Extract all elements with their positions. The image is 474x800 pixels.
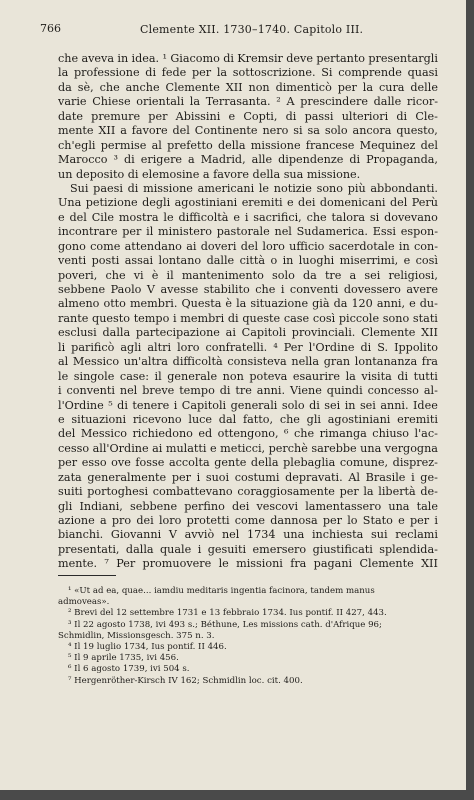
footnote: admoveas». [58, 597, 110, 608]
text-line: incontrare per il ministero pastorale nel Sudamerica. Essi espon- [58, 225, 438, 239]
body-text [58, 52, 438, 572]
running-head: Clemente XII. 1730–1740. Capitolo III. [140, 23, 364, 36]
text-line: varie Chiese orientali la Terrasanta. ² A prescindere dalle ricor- [58, 95, 438, 109]
text-line: un deposito di elemosine a favore della sua missione. [58, 167, 361, 181]
text-line: venti posti assai lontano dalle città o in luoghi miserrimi, e così [58, 254, 438, 268]
text-line: e del Cile mostra le difficoltà e i sacrifici, che talora si dovevano [58, 210, 438, 224]
footnote: ³ Il 22 agosto 1738, ivi 493 s.; Béthune, Les missions cath. d'Afrique 96; [68, 619, 382, 630]
page-header [40, 22, 430, 40]
text-line: le singole case: il generale non poteva esaurire la visita di tutti [58, 369, 438, 383]
text-line: poveri, che vi è il mantenimento solo da tre a sei religiosi, [58, 268, 438, 282]
text-line: del Messico richiedono ed ottengono, ⁶ che rimanga chiuso l'ac- [58, 427, 438, 441]
text-line: date premure per Abissini e Copti, di passi ulteriori di Cle- [58, 109, 438, 123]
text-line: esclusi dalla partecipazione ai Capitoli provinciali. Clemente XII [58, 326, 438, 340]
footnote-separator [58, 575, 116, 576]
text-line: gono come attendano ai doveri del loro ufficio sacerdotale in con- [58, 239, 438, 253]
text-line: mente. ⁷ Per promuovere le missioni fra pagani Clemente XII [58, 557, 438, 571]
text-line: e situazioni ricevono luce dal fatto, che gli agostiniani eremiti [58, 412, 438, 426]
footnote: ⁴ Il 19 luglio 1734, Ius pontif. II 446. [68, 642, 227, 653]
footnotes [58, 586, 438, 687]
text-line: ch'egli permise al prefetto della missione francese Mequinez del [58, 138, 438, 152]
text-line: cesso all'Ordine ai mulatti e meticci, perchè sarebbe una vergogna [58, 441, 438, 455]
text-line: rante questo tempo i membri di queste case così piccole sono stati [58, 311, 438, 325]
footnote: ⁵ Il 9 aprile 1735, ivi 456. [68, 653, 179, 664]
footnote: ⁷ Hergenröther-Kirsch IV 162; Schmidlin loc. cit. 400. [68, 675, 303, 686]
text-line: zata generalmente per i suoi costumi depravati. Al Brasile i ge- [58, 470, 438, 484]
text-line: da sè, che anche Clemente XII non dimenticò per la cura delle [58, 80, 438, 94]
page-number: 766 [40, 22, 61, 35]
text-line: li parificò agli altri loro confratelli. ⁴ Per l'Ordine di S. Ippolito [58, 340, 438, 354]
text-line: azione a pro dei loro protetti come dannosa per lo Stato e per i [58, 514, 438, 527]
text-line: per esso ove fosse accolta gente della plebaglia comune, disprez- [58, 456, 438, 470]
footnote: ⁶ Il 6 agosto 1739, ivi 504 s. [68, 664, 190, 675]
text-line: al Messico un'altra difficoltà consisteva nella gran lontananza fra [58, 355, 438, 369]
text-line: sebbene Paolo V avesse stabilito che i conventi dovessero avere [58, 283, 438, 296]
text-line: suiti portoghesi combattevano coraggiosamente per la libertà de- [58, 485, 438, 499]
text-line: l'Ordine ⁵ di tenere i Capitoli generali solo di sei in sei anni. Idee [58, 398, 438, 412]
text-line: mente XII a favore del Continente nero si sa solo ancora questo, [58, 124, 438, 138]
text-line: gli Indiani, sebbene perfino dei vescovi lamentassero una tale [58, 499, 438, 513]
text-line: almeno otto membri. Questa è la situazione già da 120 anni, e du- [58, 297, 438, 311]
text-line: Sui paesi di missione americani le notizie sono più abbondanti. [70, 181, 438, 195]
text-line: i conventi nel breve tempo di tre anni. Viene quindi concesso al- [58, 384, 438, 398]
text-line: Marocco ³ di erigere a Madrid, alle dipendenze di Propaganda, [58, 153, 438, 167]
text-line: che aveva in idea. ¹ Giacomo di Kremsir deve pertanto presentargli [58, 52, 438, 65]
footnote: ² Brevi del 12 settembre 1731 e 13 febbraio 1734. Ius pontif. II 427, 443. [68, 608, 387, 619]
text-line: la professione di fede per la sottoscrizione. Si comprende quasi [58, 66, 438, 80]
text-line: Una petizione degli agostiniani eremiti e dei domenicani del Perù [58, 196, 438, 210]
text-line: bianchi. Giovanni V avviò nel 1734 una inchiesta sui reclami [58, 528, 438, 542]
footnote: Schmidlin, Missionsgesch. 375 n. 3. [58, 630, 215, 641]
text-line: presentati, dalla quale i gesuiti emersero giustificati splendida- [58, 542, 438, 556]
footnote: ¹ «Ut ad ea, quae... iamdiu meditaris ingentia facinora, tandem manus [68, 586, 375, 596]
